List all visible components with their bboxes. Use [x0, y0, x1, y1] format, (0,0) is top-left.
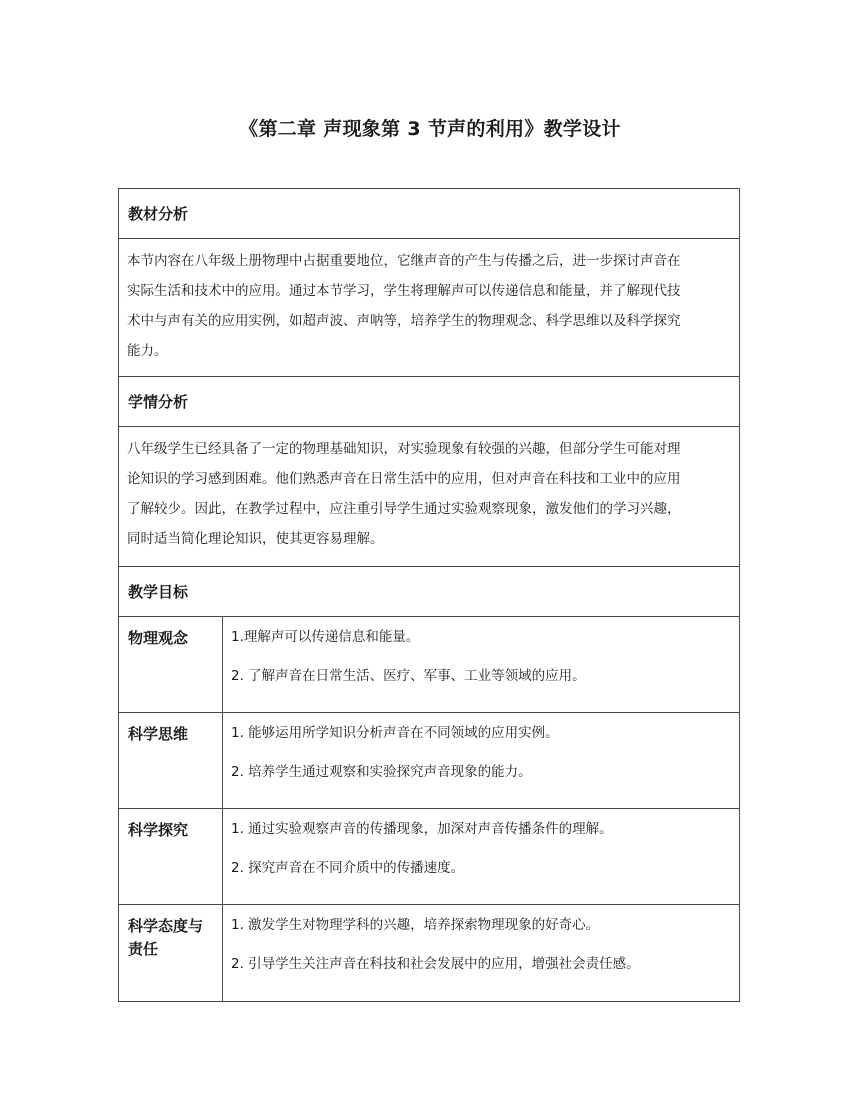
- material-analysis-line: 本节内容在八年级上册物理中占据重要地位，它继声音的产生与传播之后，进一步探讨声音在: [127, 253, 681, 269]
- student-analysis-body: [119, 427, 739, 567]
- document-title: 《第二章 声现象第 3 节声的利用》教学设计: [239, 118, 621, 140]
- objective-items: [223, 809, 739, 904]
- objective-items: [223, 905, 739, 1001]
- objective-label-line: 科学态度与: [128, 917, 204, 935]
- objective-item: 1. 通过实验观察声音的传播现象，加深对声音传播条件的理解。: [231, 821, 613, 837]
- objective-items: [223, 617, 739, 712]
- objective-row-scientific-thinking: [119, 713, 739, 809]
- teaching-objectives-heading: 教学目标: [119, 567, 739, 617]
- objective-item: 1. 能够运用所学知识分析声音在不同领域的应用实例。: [231, 725, 559, 741]
- objective-item: 1. 激发学生对物理学科的兴趣，培养探索物理现象的好奇心。: [231, 917, 600, 933]
- objective-row-attitude-responsibility: [119, 905, 739, 1001]
- lesson-design-table: [118, 188, 740, 1002]
- objective-item: 2. 了解声音在日常生活、医疗、军事、工业等领域的应用。: [231, 668, 586, 684]
- student-analysis-line: 了解较少。因此，在教学过程中，应注重引导学生通过实验观察现象，激发他们的学习兴趣，: [127, 501, 681, 517]
- material-analysis-line: 术中与声有关的应用实例，如超声波、声呐等，培养学生的物理观念、科学思维以及科学探究: [127, 313, 681, 329]
- objective-label: 科学思维: [119, 713, 223, 808]
- material-analysis-line: 能力。: [127, 343, 168, 359]
- objective-item: 2. 培养学生通过观察和实验探究声音现象的能力。: [231, 764, 532, 780]
- student-analysis-heading: 学情分析: [119, 377, 739, 427]
- material-analysis-heading: 教材分析: [119, 189, 739, 239]
- objective-item: 2. 探究声音在不同介质中的传播速度。: [231, 860, 465, 876]
- objective-items: [223, 713, 739, 808]
- student-analysis-line: 论知识的学习感到困难。他们熟悉声音在日常生活中的应用，但对声音在科技和工业中的应用: [127, 471, 681, 487]
- objective-row-scientific-inquiry: [119, 809, 739, 905]
- student-analysis-line: 八年级学生已经具备了一定的物理基础知识，对实验现象有较强的兴趣，但部分学生可能对理: [127, 441, 681, 457]
- objective-label: [119, 905, 223, 1001]
- objective-label: 物理观念: [119, 617, 223, 712]
- student-analysis-line: 同时适当简化理论知识，使其更容易理解。: [127, 531, 384, 547]
- material-analysis-line: 实际生活和技术中的应用。通过本节学习，学生将理解声可以传递信息和能量，并了解现代技: [127, 283, 681, 299]
- objective-row-physics-concept: [119, 617, 739, 713]
- material-analysis-body: [119, 239, 739, 377]
- objective-label: 科学探究: [119, 809, 223, 904]
- objective-item: 2. 引导学生关注声音在科技和社会发展中的应用，增强社会责任感。: [231, 956, 640, 972]
- objective-label-line: 责任: [128, 940, 159, 958]
- objective-item: 1.理解声可以传递信息和能量。: [231, 629, 420, 645]
